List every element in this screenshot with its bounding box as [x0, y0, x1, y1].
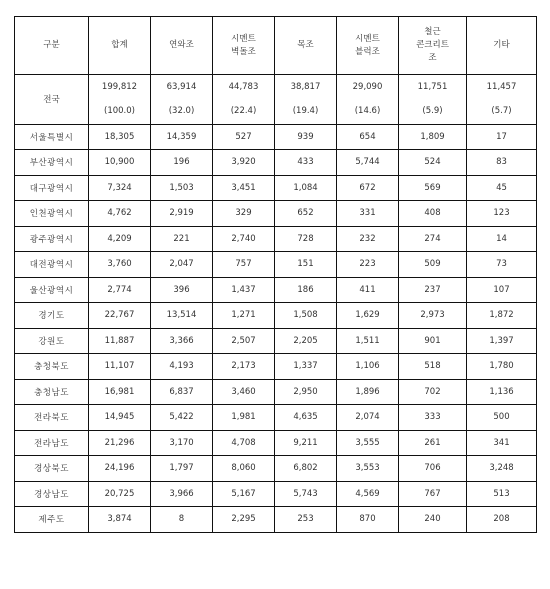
table-cell: 5,422	[151, 405, 213, 431]
region-name: 서울특별시	[15, 124, 89, 150]
national-percent-row	[15, 99, 537, 124]
table-cell: 4,569	[337, 481, 399, 507]
table-cell: 329	[213, 201, 275, 227]
table-cell: 331	[337, 201, 399, 227]
table-cell: 14	[467, 226, 537, 252]
table-cell: 6,802	[275, 456, 337, 482]
column-header: 철근 콘크리트 조	[399, 17, 467, 75]
table-cell: 274	[399, 226, 467, 252]
table-cell: 1,271	[213, 303, 275, 329]
table-cell: 1,511	[337, 328, 399, 354]
table-cell: 1,084	[275, 175, 337, 201]
table-cell: 2,919	[151, 201, 213, 227]
table-cell: 706	[399, 456, 467, 482]
table-row	[15, 226, 537, 252]
table-cell: 672	[337, 175, 399, 201]
table-cell: 223	[337, 252, 399, 278]
table-cell: 2,074	[337, 405, 399, 431]
table-cell: 2,774	[89, 277, 151, 303]
table-cell: 73	[467, 252, 537, 278]
table-cell: 1,397	[467, 328, 537, 354]
table-row	[15, 124, 537, 150]
table-cell: 83	[467, 150, 537, 176]
table-cell: 45	[467, 175, 537, 201]
table-cell: 654	[337, 124, 399, 150]
table-cell: 757	[213, 252, 275, 278]
table-cell: 408	[399, 201, 467, 227]
table-cell: 237	[399, 277, 467, 303]
table-row	[15, 481, 537, 507]
table-cell: 20,725	[89, 481, 151, 507]
table-cell: 6,837	[151, 379, 213, 405]
table-cell: 1,136	[467, 379, 537, 405]
table-row	[15, 430, 537, 456]
national-percent-cement-brick: (22.4)	[213, 99, 275, 124]
region-name: 전라북도	[15, 405, 89, 431]
table-cell: 2,507	[213, 328, 275, 354]
region-name: 경상남도	[15, 481, 89, 507]
table-cell: 4,708	[213, 430, 275, 456]
column-header: 합계	[89, 17, 151, 75]
table-cell: 4,762	[89, 201, 151, 227]
table-cell: 13,514	[151, 303, 213, 329]
national-percent-wood: (19.4)	[275, 99, 337, 124]
region-name: 광주광역시	[15, 226, 89, 252]
column-header: 연와조	[151, 17, 213, 75]
table-cell: 1,809	[399, 124, 467, 150]
table-cell: 1,797	[151, 456, 213, 482]
table-cell: 396	[151, 277, 213, 303]
table-cell: 3,248	[467, 456, 537, 482]
table-cell: 2,047	[151, 252, 213, 278]
table-cell: 14,359	[151, 124, 213, 150]
national-percent-brick: (32.0)	[151, 99, 213, 124]
table-cell: 767	[399, 481, 467, 507]
table-row	[15, 405, 537, 431]
table-cell: 3,760	[89, 252, 151, 278]
national-value-cement-block: 29,090	[337, 75, 399, 100]
table-cell: 870	[337, 507, 399, 533]
region-name: 대구광역시	[15, 175, 89, 201]
table-row	[15, 252, 537, 278]
table-row	[15, 150, 537, 176]
table-cell: 2,295	[213, 507, 275, 533]
national-percent-cement-block: (14.6)	[337, 99, 399, 124]
table-cell: 261	[399, 430, 467, 456]
national-percent-concrete: (5.9)	[399, 99, 467, 124]
table-cell: 8	[151, 507, 213, 533]
table-cell: 1,106	[337, 354, 399, 380]
table-row	[15, 456, 537, 482]
column-header: 구분	[15, 17, 89, 75]
housing-structure-table	[14, 16, 537, 533]
table-cell: 1,508	[275, 303, 337, 329]
table-cell: 728	[275, 226, 337, 252]
table-cell: 3,170	[151, 430, 213, 456]
table-cell: 1,872	[467, 303, 537, 329]
national-value-wood: 38,817	[275, 75, 337, 100]
table-cell: 7,324	[89, 175, 151, 201]
table-row	[15, 175, 537, 201]
national-label: 전국	[15, 75, 89, 125]
region-name: 제주도	[15, 507, 89, 533]
region-name: 경상북도	[15, 456, 89, 482]
region-name: 인천광역시	[15, 201, 89, 227]
table-cell: 3,874	[89, 507, 151, 533]
region-name: 대전광역시	[15, 252, 89, 278]
table-cell: 333	[399, 405, 467, 431]
national-percent-total: (100.0)	[89, 99, 151, 124]
table-cell: 3,920	[213, 150, 275, 176]
table-cell: 2,205	[275, 328, 337, 354]
table-cell: 500	[467, 405, 537, 431]
table-cell: 3,366	[151, 328, 213, 354]
region-name: 울산광역시	[15, 277, 89, 303]
table-cell: 524	[399, 150, 467, 176]
national-value-other: 11,457	[467, 75, 537, 100]
table-cell: 14,945	[89, 405, 151, 431]
table-cell: 939	[275, 124, 337, 150]
table-cell: 196	[151, 150, 213, 176]
table-cell: 513	[467, 481, 537, 507]
table-cell: 4,635	[275, 405, 337, 431]
region-name: 부산광역시	[15, 150, 89, 176]
table-row	[15, 201, 537, 227]
table-cell: 3,451	[213, 175, 275, 201]
table-cell: 901	[399, 328, 467, 354]
table-cell: 3,966	[151, 481, 213, 507]
statistics-document	[14, 16, 536, 533]
column-header: 기타	[467, 17, 537, 75]
region-name: 경기도	[15, 303, 89, 329]
table-cell: 151	[275, 252, 337, 278]
table-cell: 123	[467, 201, 537, 227]
table-cell: 10,900	[89, 150, 151, 176]
table-cell: 652	[275, 201, 337, 227]
national-value-total: 199,812	[89, 75, 151, 100]
table-cell: 411	[337, 277, 399, 303]
table-cell: 569	[399, 175, 467, 201]
region-name: 충청북도	[15, 354, 89, 380]
table-cell: 232	[337, 226, 399, 252]
table-cell: 8,060	[213, 456, 275, 482]
table-cell: 527	[213, 124, 275, 150]
table-row	[15, 328, 537, 354]
national-value-cement-brick: 44,783	[213, 75, 275, 100]
table-cell: 221	[151, 226, 213, 252]
table-cell: 702	[399, 379, 467, 405]
column-header: 목조	[275, 17, 337, 75]
table-row	[15, 354, 537, 380]
table-cell: 1,437	[213, 277, 275, 303]
table-cell: 186	[275, 277, 337, 303]
national-value-concrete: 11,751	[399, 75, 467, 100]
table-cell: 1,896	[337, 379, 399, 405]
table-cell: 24,196	[89, 456, 151, 482]
column-header: 시멘트 벽돌조	[213, 17, 275, 75]
table-cell: 2,173	[213, 354, 275, 380]
table-cell: 4,209	[89, 226, 151, 252]
national-percent-other: (5.7)	[467, 99, 537, 124]
table-cell: 2,740	[213, 226, 275, 252]
table-cell: 1,780	[467, 354, 537, 380]
table-cell: 107	[467, 277, 537, 303]
table-cell: 17	[467, 124, 537, 150]
table-cell: 9,211	[275, 430, 337, 456]
column-header: 시멘트 블럭조	[337, 17, 399, 75]
table-cell: 3,460	[213, 379, 275, 405]
table-cell: 1,629	[337, 303, 399, 329]
table-cell: 11,107	[89, 354, 151, 380]
table-cell: 16,981	[89, 379, 151, 405]
national-value-brick: 63,914	[151, 75, 213, 100]
table-cell: 3,555	[337, 430, 399, 456]
table-row	[15, 303, 537, 329]
table-row	[15, 507, 537, 533]
table-cell: 3,553	[337, 456, 399, 482]
region-name: 전라남도	[15, 430, 89, 456]
table-cell: 433	[275, 150, 337, 176]
table-cell: 240	[399, 507, 467, 533]
region-name: 강원도	[15, 328, 89, 354]
table-cell: 2,950	[275, 379, 337, 405]
table-cell: 22,767	[89, 303, 151, 329]
table-row	[15, 379, 537, 405]
table-cell: 253	[275, 507, 337, 533]
table-cell: 1,337	[275, 354, 337, 380]
table-cell: 208	[467, 507, 537, 533]
region-name: 충청남도	[15, 379, 89, 405]
table-cell: 21,296	[89, 430, 151, 456]
table-cell: 518	[399, 354, 467, 380]
table-cell: 5,167	[213, 481, 275, 507]
table-cell: 1,503	[151, 175, 213, 201]
table-cell: 5,743	[275, 481, 337, 507]
table-cell: 18,305	[89, 124, 151, 150]
table-row	[15, 277, 537, 303]
table-cell: 5,744	[337, 150, 399, 176]
header-row	[15, 17, 537, 75]
table-cell: 2,973	[399, 303, 467, 329]
table-cell: 341	[467, 430, 537, 456]
table-cell: 509	[399, 252, 467, 278]
national-row	[15, 75, 537, 100]
table-cell: 1,981	[213, 405, 275, 431]
table-cell: 4,193	[151, 354, 213, 380]
table-cell: 11,887	[89, 328, 151, 354]
